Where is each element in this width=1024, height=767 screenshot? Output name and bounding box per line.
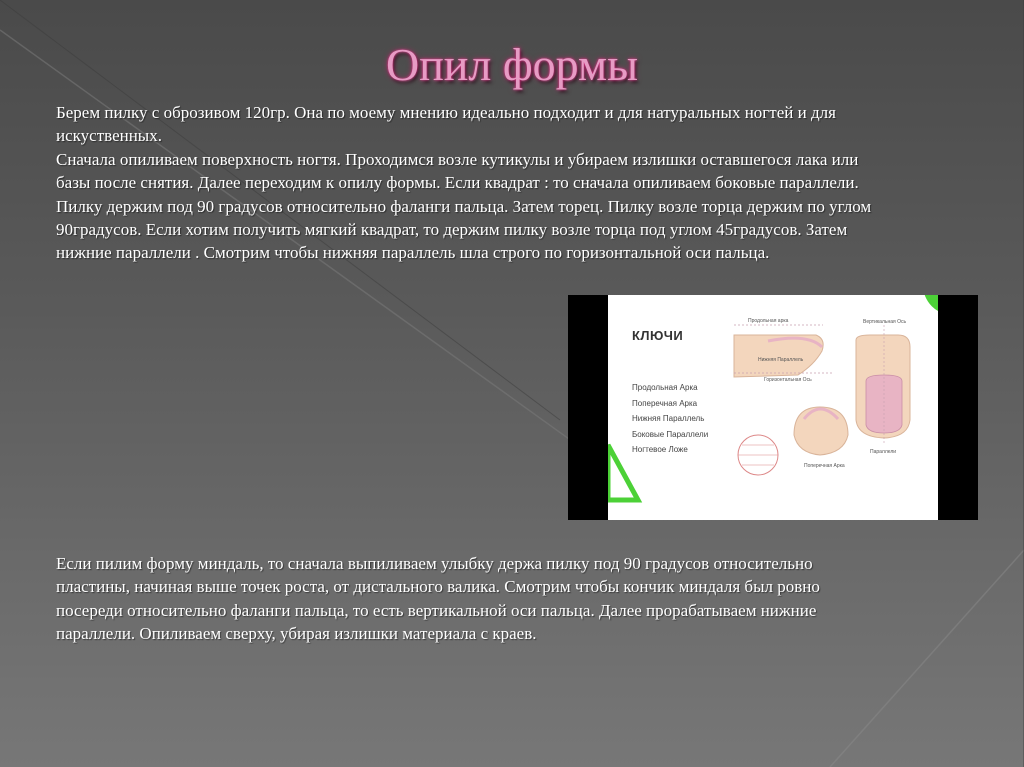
lower-parallel-label: Нижняя Параллель bbox=[758, 357, 804, 363]
keys-list bbox=[632, 380, 708, 458]
almond-text: Если пилим форму миндаль, то сначала выпиливаем улыбку держа пилку под 90 градусов относительно пластины, начиная выше точек роста, от дистального валика. Смотрим чтобы кончик миндаля был ровно посереди относительно фаланги пальца, то есть вертикальной оси пальца. Далее прорабатываем нижние параллели. Опиливаем сверху, убирая излишки материала с краев. bbox=[56, 554, 820, 644]
video-frame[interactable] bbox=[568, 295, 978, 520]
horizontal-axis-label: Горизонтальная Ось bbox=[764, 377, 812, 383]
video-content bbox=[608, 295, 938, 520]
longitudinal-arch-label: Продольная арка bbox=[748, 318, 789, 324]
green-corner-circle bbox=[923, 295, 938, 315]
key-item: Продольная Арка bbox=[632, 383, 698, 392]
intro-text bbox=[56, 101, 876, 265]
intro-paragraph-1: Берем пилку с оброзивом 120гр. Она по моему мнению идеально подходит и для натуральных ногтей и для искуственных. bbox=[56, 103, 836, 146]
transverse-arch-label: Поперечная Арка bbox=[804, 463, 845, 469]
keys-title: КЛЮЧИ bbox=[632, 328, 684, 343]
slide-title: Опил формы bbox=[385, 39, 639, 90]
key-item: Нижняя Параллель bbox=[632, 414, 705, 423]
vertical-axis-label: Вертикальная Ось bbox=[863, 319, 907, 325]
parallel-label: Параллели bbox=[870, 449, 897, 455]
key-item: Поперечная Арка bbox=[632, 398, 698, 408]
key-item: Ногтевое Ложе bbox=[632, 445, 688, 454]
key-item: Боковые Параллели bbox=[632, 429, 709, 439]
intro-paragraph-2: Сначала опиливаем поверхность ногтя. Проходимся возле кутикулы и убираем излишки оставшегося лака или базы после снятия. Далее переходим к опилу формы. Если квадрат : то сначала опиливаем боковые параллели. Пилку держим под 90 градусов относительно фаланги пальца. Затем торец. Пилку возле торца держим по углом 90градусов. Если хотим получить мягкий квадрат, то держим пилку возле торца под углом 45градусов. Затем нижние параллели . Смотрим чтобы нижняя параллель шла строго по горизонтальной оси пальца. bbox=[56, 149, 872, 263]
